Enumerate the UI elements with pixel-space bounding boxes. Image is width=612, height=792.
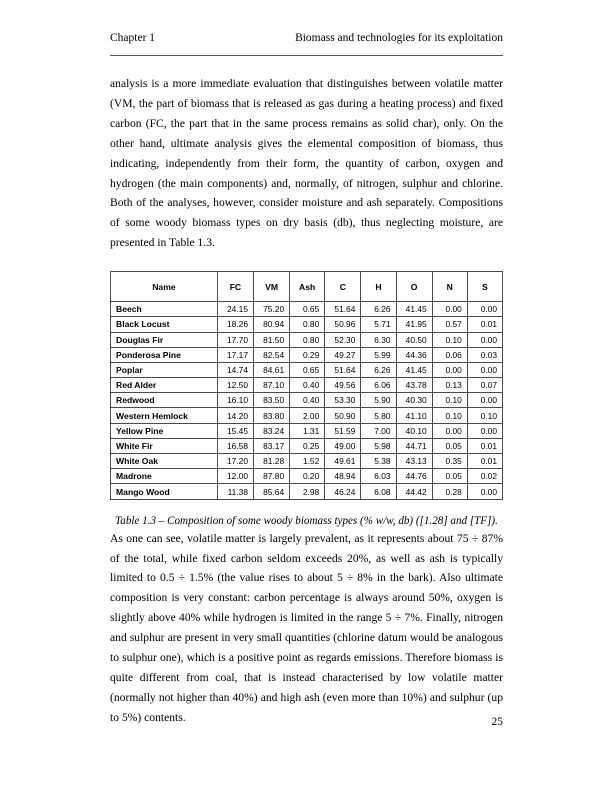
- biomass-composition-table: [110, 271, 503, 499]
- table-cell-s: 0.00: [467, 362, 502, 377]
- table-cell-s: 0.01: [467, 438, 502, 453]
- table-cell-o: 44.76: [396, 469, 432, 484]
- table-cell-vm: 82.54: [253, 347, 289, 362]
- table-cell-name: Western Hemlock: [111, 408, 218, 423]
- column-header-h: H: [361, 272, 396, 302]
- table-cell-n: 0.10: [432, 332, 467, 347]
- column-header-n: N: [432, 272, 467, 302]
- table-body: [111, 302, 503, 499]
- table-cell-h: 6.26: [361, 362, 396, 377]
- table-cell-c: 49.61: [325, 454, 361, 469]
- table-cell-fc: 17.17: [217, 347, 253, 362]
- table-cell-h: 6.03: [361, 469, 396, 484]
- table-cell-vm: 87.10: [253, 378, 289, 393]
- table-cell-vm: 75.20: [253, 302, 289, 317]
- table-cell-name: Mango Wood: [111, 484, 218, 499]
- table-cell-c: 51.64: [325, 362, 361, 377]
- table-row: [111, 469, 503, 484]
- table-cell-n: 0.00: [432, 362, 467, 377]
- table-cell-fc: 14.74: [217, 362, 253, 377]
- table-cell-n: 0.10: [432, 408, 467, 423]
- body-paragraph-1: analysis is a more immediate evaluation that distinguishes between volatile matter (VM, the part of biomass that is released as gas during a heating process) and fixed carbon (FC, the part that in the same process remains as solid char), only. On the other hand, ultimate analysis gives the elemental composition of biomass, thus indicating, independently from their form, the quantity of carbon, oxygen and hydrogen (the main components) and, normally, of nitrogen, sulphur and chlorine. Both of the analyses, however, consider moisture and ash separately. Compositions of some woody biomass types on dry basis (db), thus neglecting moisture, are presented in Table 1.3.: [110, 77, 503, 250]
- table-cell-s: 0.01: [467, 454, 502, 469]
- table-cell-vm: 80.94: [253, 317, 289, 332]
- table-cell-name: Poplar: [111, 362, 218, 377]
- table-cell-o: 44.71: [396, 438, 432, 453]
- table-cell-fc: 16.58: [217, 438, 253, 453]
- running-header: [110, 32, 503, 44]
- table-cell-n: 0.10: [432, 393, 467, 408]
- table-cell-fc: 17.70: [217, 332, 253, 347]
- table-cell-h: 7.00: [361, 423, 396, 438]
- table-cell-n: 0.28: [432, 484, 467, 499]
- table-cell-n: 0.57: [432, 317, 467, 332]
- table-cell-ash: 0.80: [290, 332, 325, 347]
- body-paragraph-2: As one can see, volatile matter is largely prevalent, as it represents about 75 ÷ 87% of the total, while fixed carbon seldom exceeds 20%, as well as ash is typically limited to 0.5 ÷ 1.5% (the value rises to about 5 ÷ 8% in the bark). Also ultimate composition is very constant: carbon percentage is always around 50%, oxygen is slightly above 40% while hydrogen is limited in the range 5 ÷ 7%. Finally, nitrogen and sulphur are present in very small quantities (chlorine datum would be analogous to sulphur one), which is a positive point as regards emissions. Therefore biomass is quite different from coal, that is instead characterised by low volatile matter (normally not higher than 40%) and high ash (even more than 10%) and sulphur (up to 5%) contents.: [110, 531, 503, 724]
- table-cell-s: 0.00: [467, 332, 502, 347]
- table-cell-c: 53.30: [325, 393, 361, 408]
- table-cell-c: 50.90: [325, 408, 361, 423]
- table-cell-fc: 15.45: [217, 423, 253, 438]
- table-cell-o: 41.95: [396, 317, 432, 332]
- table-cell-h: 5.71: [361, 317, 396, 332]
- table-cell-ash: 0.65: [290, 302, 325, 317]
- table-cell-ash: 1.31: [290, 423, 325, 438]
- table-cell-c: 49.00: [325, 438, 361, 453]
- table-cell-h: 5.38: [361, 454, 396, 469]
- column-header-c: C: [325, 272, 361, 302]
- table-cell-ash: 0.25: [290, 438, 325, 453]
- table-cell-ash: 1.52: [290, 454, 325, 469]
- table-cell-fc: 12.00: [217, 469, 253, 484]
- table-cell-ash: 0.80: [290, 317, 325, 332]
- table-cell-name: Red Alder: [111, 378, 218, 393]
- table-cell-vm: 83.17: [253, 438, 289, 453]
- table-row: [111, 332, 503, 347]
- table-cell-h: 6.26: [361, 302, 396, 317]
- table-cell-ash: 0.29: [290, 347, 325, 362]
- table-cell-ash: 0.20: [290, 469, 325, 484]
- table-cell-h: 5.98: [361, 438, 396, 453]
- table-cell-h: 6.08: [361, 484, 396, 499]
- table-cell-s: 0.02: [467, 469, 502, 484]
- table-cell-o: 40.30: [396, 393, 432, 408]
- table-header: [111, 272, 503, 302]
- table-cell-n: 0.05: [432, 469, 467, 484]
- table-cell-s: 0.07: [467, 378, 502, 393]
- table-cell-vm: 85.64: [253, 484, 289, 499]
- table-cell-o: 40.10: [396, 423, 432, 438]
- table-row: [111, 302, 503, 317]
- page-content: [110, 74, 503, 728]
- header-chapter-label: Chapter 1: [110, 32, 156, 44]
- table-cell-s: 0.01: [467, 317, 502, 332]
- table-cell-c: 48.94: [325, 469, 361, 484]
- table-row: [111, 393, 503, 408]
- table-header-row: [111, 272, 503, 302]
- table-cell-c: 49.27: [325, 347, 361, 362]
- table-cell-fc: 24.15: [217, 302, 253, 317]
- table-cell-o: 41.45: [396, 362, 432, 377]
- table-cell-vm: 81.50: [253, 332, 289, 347]
- table-cell-ash: 0.40: [290, 378, 325, 393]
- table-cell-o: 41.45: [396, 302, 432, 317]
- table-cell-c: 51.64: [325, 302, 361, 317]
- table-cell-o: 43.78: [396, 378, 432, 393]
- table-cell-vm: 87.80: [253, 469, 289, 484]
- table-cell-s: 0.00: [467, 423, 502, 438]
- table-cell-fc: 18.26: [217, 317, 253, 332]
- header-title-label: Biomass and technologies for its exploitation: [295, 32, 503, 44]
- table-cell-name: White Fir: [111, 438, 218, 453]
- column-header-ash: Ash: [290, 272, 325, 302]
- table-cell-name: White Oak: [111, 454, 218, 469]
- table-cell-s: 0.00: [467, 484, 502, 499]
- table-row: [111, 438, 503, 453]
- table-cell-c: 50.96: [325, 317, 361, 332]
- table-cell-o: 43.13: [396, 454, 432, 469]
- table-cell-c: 46.24: [325, 484, 361, 499]
- table-cell-o: 40.50: [396, 332, 432, 347]
- table-cell-fc: 11.38: [217, 484, 253, 499]
- table-cell-n: 0.00: [432, 423, 467, 438]
- table-cell-ash: 0.65: [290, 362, 325, 377]
- table-cell-vm: 81.28: [253, 454, 289, 469]
- table-cell-name: Madrone: [111, 469, 218, 484]
- table-cell-n: 0.06: [432, 347, 467, 362]
- column-header-vm: VM: [253, 272, 289, 302]
- column-header-s: S: [467, 272, 502, 302]
- table-row: [111, 484, 503, 499]
- table-cell-ash: 0.40: [290, 393, 325, 408]
- table-cell-ash: 2.98: [290, 484, 325, 499]
- table-cell-fc: 14.20: [217, 408, 253, 423]
- table-cell-o: 41.10: [396, 408, 432, 423]
- table-cell-c: 49.56: [325, 378, 361, 393]
- table-cell-h: 5.90: [361, 393, 396, 408]
- table-cell-c: 52.30: [325, 332, 361, 347]
- table-row: [111, 408, 503, 423]
- table-cell-n: 0.00: [432, 302, 467, 317]
- table-cell-o: 44.42: [396, 484, 432, 499]
- table-cell-s: 0.00: [467, 393, 502, 408]
- table-cell-vm: 83.50: [253, 393, 289, 408]
- table-cell-h: 6.30: [361, 332, 396, 347]
- table-cell-c: 51.59: [325, 423, 361, 438]
- table-cell-s: 0.03: [467, 347, 502, 362]
- table-row: [111, 317, 503, 332]
- table-cell-ash: 2.00: [290, 408, 325, 423]
- table-cell-name: Douglas Fir: [111, 332, 218, 347]
- table-cell-name: Yellow Pine: [111, 423, 218, 438]
- table-cell-name: Black Locust: [111, 317, 218, 332]
- column-header-o: O: [396, 272, 432, 302]
- table-cell-fc: 16.10: [217, 393, 253, 408]
- table-cell-vm: 83.80: [253, 408, 289, 423]
- table-cell-name: Beech: [111, 302, 218, 317]
- table-row: [111, 347, 503, 362]
- table-caption: Table 1.3 – Composition of some woody biomass types (% w/w, db) ([1.28] and [TF]).: [115, 514, 498, 527]
- table-cell-vm: 83.24: [253, 423, 289, 438]
- table-cell-n: 0.05: [432, 438, 467, 453]
- table-cell-fc: 12.50: [217, 378, 253, 393]
- table-cell-h: 5.80: [361, 408, 396, 423]
- table-row: [111, 423, 503, 438]
- column-header-name: Name: [111, 272, 218, 302]
- column-header-fc: FC: [217, 272, 253, 302]
- table-cell-s: 0.00: [467, 302, 502, 317]
- table-cell-n: 0.35: [432, 454, 467, 469]
- table-row: [111, 362, 503, 377]
- biomass-table-container: [110, 271, 503, 499]
- page-number: 25: [491, 716, 503, 728]
- table-cell-o: 44.36: [396, 347, 432, 362]
- table-cell-fc: 17.20: [217, 454, 253, 469]
- table-cell-s: 0.10: [467, 408, 502, 423]
- table-cell-h: 6.06: [361, 378, 396, 393]
- table-row: [111, 378, 503, 393]
- table-cell-name: Redwood: [111, 393, 218, 408]
- table-cell-vm: 84.61: [253, 362, 289, 377]
- table-row: [111, 454, 503, 469]
- header-divider-rule: [110, 55, 503, 56]
- table-cell-name: Ponderosa Pine: [111, 347, 218, 362]
- table-cell-h: 5.99: [361, 347, 396, 362]
- table-cell-n: 0.13: [432, 378, 467, 393]
